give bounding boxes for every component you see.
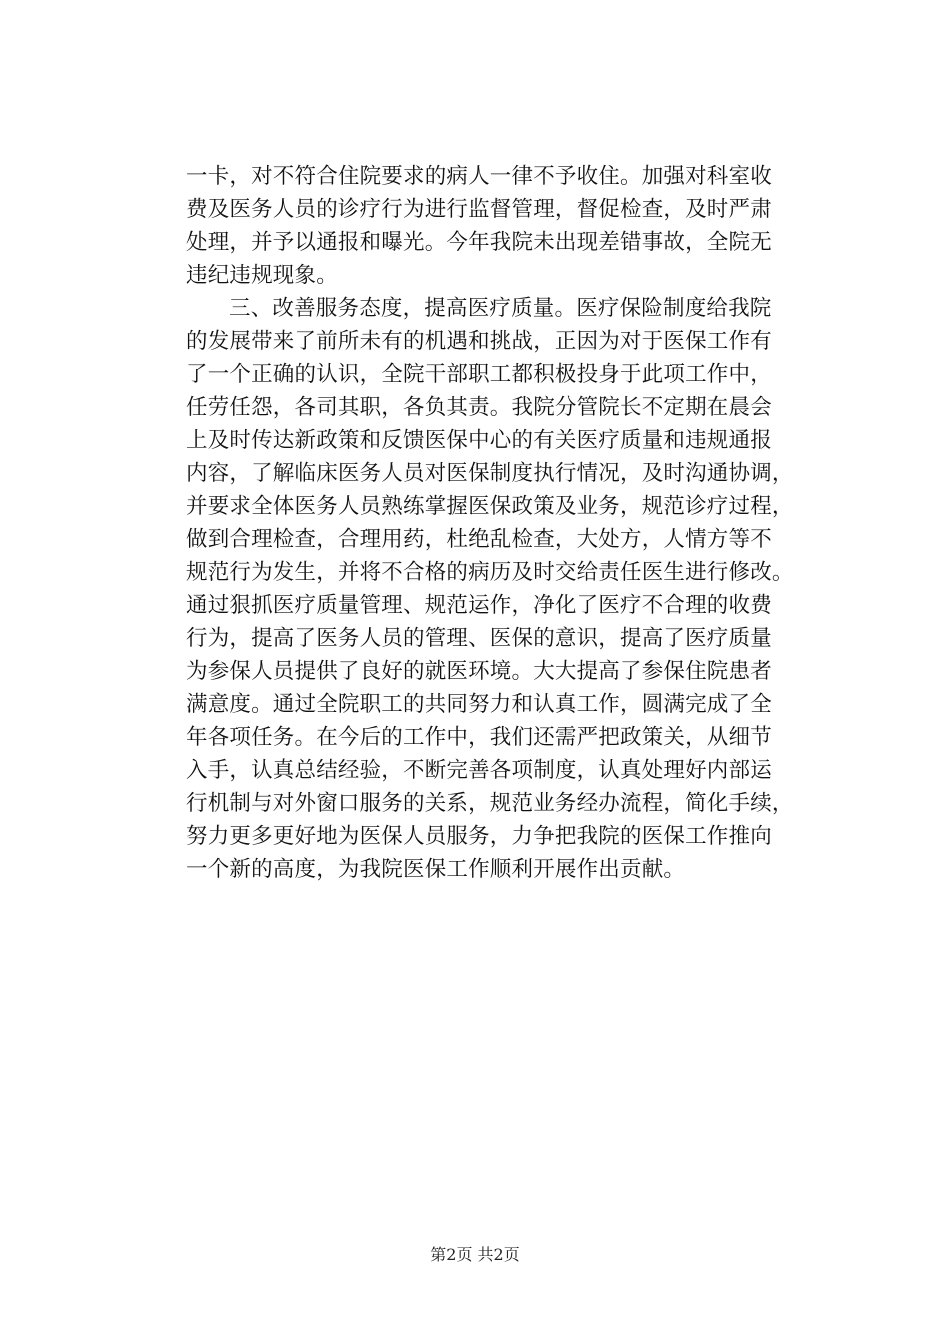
section-heading-line: 三、改善服务态度，提高医疗质量。医疗保险制度给我院 [229,296,772,321]
text-line: 行为，提高了医务人员的管理、医保的意识，提高了医疗质量 [186,626,772,651]
text-line: 努力更多更好地为医保人员服务，力争把我院的医保工作推向 [186,824,772,849]
text-line: 了一个正确的认识，全院干部职工都积极投身于此项工作中， [186,362,772,387]
text-line: 满意度。通过全院职工的共同努力和认真工作，圆满完成了全 [186,692,772,717]
text-line: 通过狠抓医疗质量管理、规范运作，净化了医疗不合理的收费 [186,593,772,618]
text-line: 违纪违规现象。 [186,263,338,288]
text-line: 入手，认真总结经验，不断完善各项制度，认真处理好内部运 [186,758,772,783]
text-line: 内容，了解临床医务人员对医保制度执行情况，及时沟通协调， [186,461,794,486]
text-line: 并要求全体医务人员熟练掌握医保政策及业务，规范诊疗过程， [186,494,794,519]
text-line: 任劳任怨，各司其职，各负其责。我院分管院长不定期在晨会 [186,395,772,420]
text-line: 的发展带来了前所未有的机遇和挑战，正因为对于医保工作有 [186,329,772,354]
text-line: 上及时传达新政策和反馈医保中心的有关医疗质量和违规通报 [186,428,772,453]
text-line: 一个新的高度，为我院医保工作顺利开展作出贡献。 [186,857,686,882]
text-line: 做到合理检查，合理用药，杜绝乱检查，大处方，人情方等不 [186,527,772,552]
text-line: 一卡，对不符合住院要求的病人一律不予收住。加强对科室收 [186,164,772,189]
text-line: 处理，并予以通报和曝光。今年我院未出现差错事故，全院无 [186,230,772,255]
text-line: 年各项任务。在今后的工作中，我们还需严把政策关，从细节 [186,725,772,750]
text-line: 费及医务人员的诊疗行为进行监督管理，督促检查，及时严肃 [186,197,772,222]
text-line: 为参保人员提供了良好的就医环境。大大提高了参保住院患者 [186,659,772,684]
document-body [186,160,794,886]
page-number-footer: 第2页 共2页 [430,1245,520,1264]
text-line: 规范行为发生，并将不合格的病历及时交给责任医生进行修改。 [186,560,794,585]
text-line: 行机制与对外窗口服务的关系，规范业务经办流程，简化手续， [186,791,794,816]
